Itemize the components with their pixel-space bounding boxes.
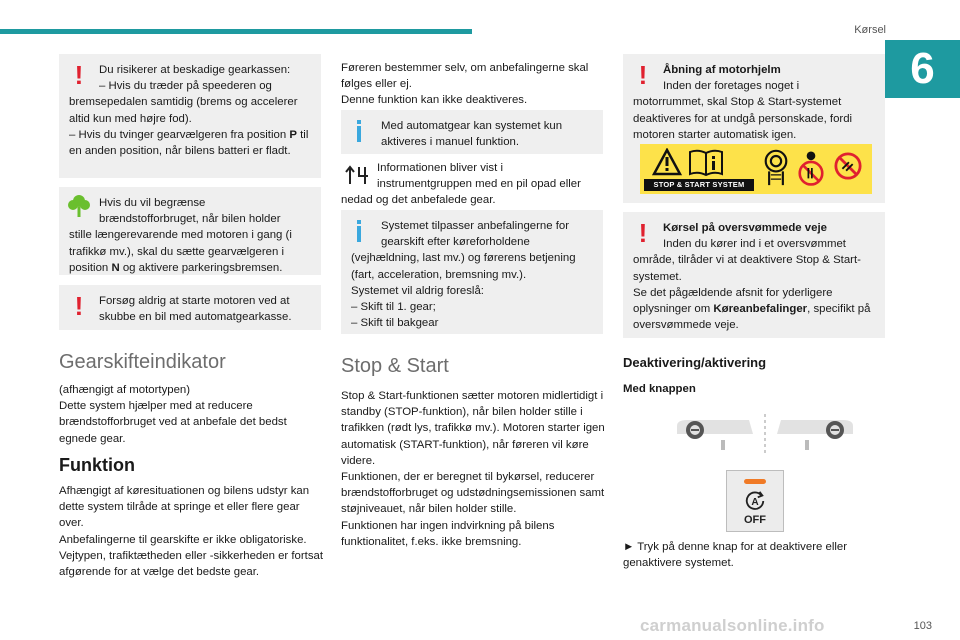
eco-rest-2: og aktivere parkeringsbremsen. bbox=[119, 261, 283, 274]
manual-book-icon bbox=[688, 148, 724, 176]
display-rest: nedad og det anbefalede gear. bbox=[341, 194, 496, 207]
instruction-text: ► Tryk på denne knap for at deaktivere eller genaktivere systemet. bbox=[623, 541, 848, 570]
hood-line-2: Inden der foretages noget i bbox=[663, 80, 800, 93]
section-title: Kørsel bbox=[854, 24, 886, 36]
warning-icon: ! bbox=[638, 60, 648, 90]
gear-n: N bbox=[111, 261, 120, 274]
flood-rest-1: område, tilråder vi at deaktivere Stop & Start-systemet. Se det pågældende afsnit for yderligere oplysninger om bbox=[633, 254, 861, 316]
eco-tip-box bbox=[59, 187, 321, 275]
warning-line-1: Forsøg aldrig at starte motoren ved at bbox=[99, 295, 290, 307]
display-line-2: instrumentgruppen med en pil opad eller bbox=[377, 178, 581, 191]
page-number: 103 bbox=[913, 620, 932, 632]
flood-line-2: Inden du kører ind i et oversvømmet bbox=[663, 238, 846, 251]
heading-gear-indicator: Gearskifteindikator bbox=[59, 351, 226, 373]
heading-function: Funktion bbox=[59, 455, 135, 475]
function-text: Afhængigt af køresituationen og bilens udstyr kan dette system tilråde at springe et eller flere gear over. Anbefalingerne til gearskifte er ikke obligatoriske. Vejtypen, trafiktætheden eller -sikkerheden er fortsat afgørende for at vælge det bedste gear. bbox=[59, 485, 324, 579]
warning-rest: bremsepedalen samtidig (brems og accelerer altid kun med højre fod). bbox=[69, 96, 298, 125]
flood-rest-2: , specifikt på oversvømmede veje. bbox=[633, 303, 871, 332]
info-box-adapt bbox=[341, 210, 603, 334]
warning-icon: ! bbox=[74, 60, 84, 90]
eco-line-1: Hvis du vil begrænse bbox=[99, 197, 206, 209]
warning-line-2: skubbe en bil med automatgearkasse. bbox=[99, 311, 292, 324]
eco-rest-1: stille længerevarende med motoren i gang (i trafikkø mv.), skal du sætte gearvælgeren i position bbox=[69, 229, 292, 274]
svg-text:A: A bbox=[751, 497, 759, 509]
stop-start-text: Stop & Start-funktionen sætter motoren midlertidigt i standby (STOP-funktion), når bilen holder stille i trafikken (rødt lys, trafikkø mv.). Motoren starter igen automatisk (START-funktion), når føreren vil køre videre. Funktionen, der er beregnet til bykørsel, reducerer brændstofforbruget og udstødningsemissionen samt støjniveauet, når bilen holder stille. Funktionen har ingen indvirkning på bilens funktionalitet, f.eks. ikke bremsning. bbox=[341, 390, 605, 548]
display-info bbox=[341, 160, 606, 209]
no-touch-icon bbox=[834, 152, 862, 180]
info-line-1: Med automatgear kan systemet kun bbox=[381, 120, 563, 132]
display-line-1: Informationen bliver vist i bbox=[377, 162, 503, 174]
info-icon bbox=[347, 218, 371, 244]
hood-rest: motorrummet, skal Stop & Start-systemet deaktiveres for at undgå personskade, fordi motoren starter automatisk igen. bbox=[633, 96, 853, 141]
stop-start-label-text: STOP & START SYSTEM bbox=[644, 179, 754, 191]
heading-with-button: Med knappen bbox=[623, 383, 696, 395]
warning-box-push-start bbox=[59, 285, 321, 330]
dashboard-illustration bbox=[675, 412, 855, 456]
no-hand-icon bbox=[798, 147, 824, 189]
heading-deactivation: Deaktivering/aktivering bbox=[623, 355, 767, 370]
info-rest: (vejhældning, last mv.) og førerens betjening (fart, acceleration, bremsning mv.). Systemet vil aldrig foreslå: – Skift til 1. gear; – Skift til bakgear bbox=[351, 252, 576, 330]
stop-start-label bbox=[640, 144, 872, 194]
hood-title: Åbning af motorhjelm bbox=[663, 64, 781, 76]
warning-icon: ! bbox=[74, 291, 84, 321]
caution-triangle-icon bbox=[652, 148, 682, 176]
header-bar bbox=[0, 29, 472, 34]
warning-icon: ! bbox=[638, 218, 648, 248]
chapter-number: 6 bbox=[885, 40, 960, 98]
belt-icon bbox=[764, 147, 788, 189]
warning-line-2: – Hvis du træder på speederen og bbox=[99, 80, 272, 93]
info-line-2: aktiveres i manuel funktion. bbox=[381, 136, 520, 149]
watermark: carmanualsonline.info bbox=[640, 616, 825, 635]
info-box-automatic bbox=[341, 110, 603, 154]
heading-stop-start: Stop & Start bbox=[341, 355, 449, 377]
flood-bold: Køreanbefalinger bbox=[713, 303, 808, 316]
button-off-label: OFF bbox=[744, 514, 766, 526]
gear-indicator-text: (afhængigt af motortypen) Dette system hjælper med at reducere brændstofforbruget ved at anbefale det bedst egnede gear. bbox=[59, 384, 287, 445]
warning-box-hood bbox=[623, 54, 885, 203]
flood-title: Kørsel på oversvømmede veje bbox=[663, 222, 827, 234]
intro-text: Føreren bestemmer selv, om anbefalingerne skal følges eller ej. Denne funktion kan ikke deaktiveres. bbox=[341, 62, 589, 107]
auto-start-icon bbox=[744, 490, 766, 512]
stop-start-off-button[interactable] bbox=[726, 470, 784, 532]
gear-p: P bbox=[289, 128, 297, 141]
warning-line-3c: til en anden position, når bilens batteri er fladt. bbox=[69, 128, 309, 158]
warning-box-gearbox bbox=[59, 54, 321, 178]
info-icon bbox=[347, 118, 371, 144]
warning-line-3a: – Hvis du tvinger gearvælgeren fra position bbox=[69, 128, 290, 141]
eco-tree-icon bbox=[67, 193, 91, 219]
button-led bbox=[744, 479, 766, 484]
warning-line-1: Du risikerer at beskadige gearkassen: bbox=[99, 64, 291, 76]
eco-line-2: brændstofforbruget, når bilen holder bbox=[99, 213, 281, 226]
gear-arrow-icon bbox=[343, 162, 371, 186]
info-line-1: Systemet tilpasser anbefalingerne for bbox=[381, 220, 570, 232]
warning-box-flood bbox=[623, 212, 885, 338]
info-line-2: gearskift efter køreforholdene bbox=[381, 236, 530, 249]
